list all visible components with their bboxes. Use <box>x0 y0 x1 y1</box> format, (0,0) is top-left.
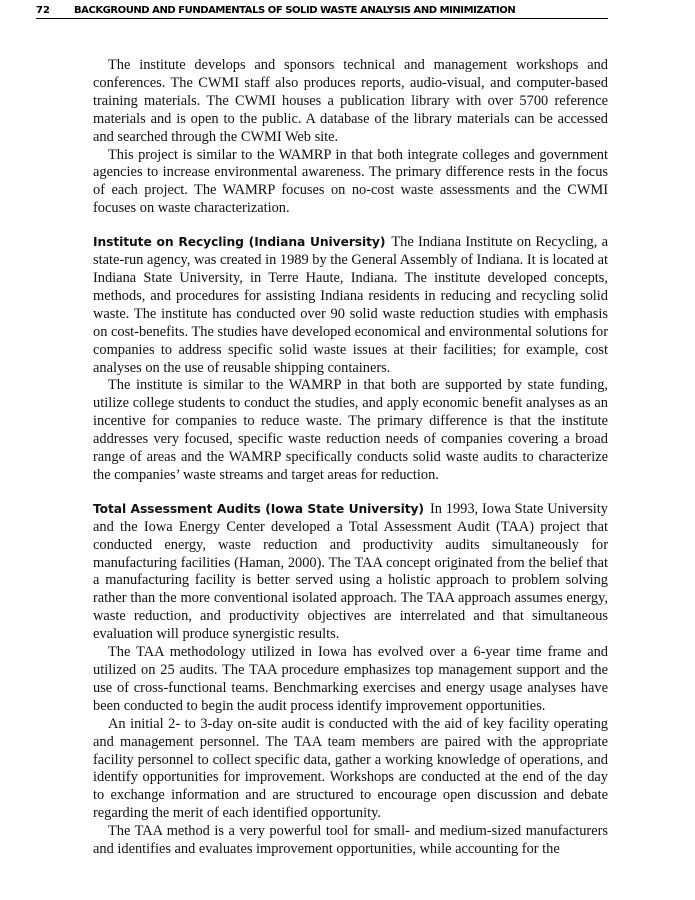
paragraph <box>93 644 608 716</box>
paragraph <box>93 147 608 219</box>
page-number: 72 <box>36 5 50 16</box>
section-heading: Total Assessment Audits (Iowa State University) <box>93 501 424 516</box>
body-text <box>93 57 608 859</box>
paragraph <box>93 716 608 823</box>
paragraph-text: An initial 2- to 3-day on-site audit is conducted with the aid of key facility operating and management personnel. The TAA team members are paired with the appropriate facility personnel to collect specific data, gather a working knowledge of operations, and identify opportunities for improvement. Workshops are conducted at the end of the day to exchange information and are structured to encourage open discussion and debate regarding the merit of each identified opportunity. <box>93 715 608 822</box>
running-title: BACKGROUND AND FUNDAMENTALS OF SOLID WASTE ANALYSIS AND MINIMIZATION <box>74 5 516 16</box>
paragraph <box>93 377 608 484</box>
section-heading: Institute on Recycling (Indiana University) <box>93 235 386 250</box>
running-header <box>36 4 608 19</box>
paragraph <box>93 823 608 859</box>
section-paragraph <box>93 501 608 644</box>
paragraph <box>93 57 608 147</box>
paragraph-text: In 1993, Iowa State University and the Iowa Energy Center developed a Total Assessment Audit (TAA) project that conducted energy, waste reduction and productivity audits simultaneously for manufacturing facilities (Haman, 2000). The TAA concept originated from the belief that a manufacturing facility is better served using a holistic approach to problem solving rather than the more conventional isolated approach. The TAA approach assumes energy, waste reduction, and productivity objectives are interrelated and that simultaneous evaluation will produce synergistic results. <box>93 500 608 643</box>
paragraph-text: The Indiana Institute on Recycling, a state-run agency, was created in 1989 by the General Assembly of Indiana. It is located at Indiana State University, in Terre Haute, Indiana. The institute developed concepts, methods, and procedures for assisting Indiana residents in reducing and recycling solid waste. The institute has conducted over 90 solid waste reduction studies with emphasis on cost-benefits. The studies have developed economical and environmental solutions for companies to address specific solid waste issues at their facilities; for example, cost analyses on the use of reusable shipping containers. <box>93 234 608 376</box>
paragraph-text: The institute is similar to the WAMRP in that both are supported by state funding, utilize college students to conduct the studies, and apply economic benefit analyses as an incentive for companies to reduce waste. The primary difference is that the institute addresses very focused, specific waste reduction needs of companies covering a broad range of areas and the WAMRP specifically conducts solid waste audits to characterize the companies’ waste streams and target areas for reduction. <box>93 377 608 483</box>
section-paragraph <box>93 234 608 377</box>
paragraph-text: The TAA methodology utilized in Iowa has evolved over a 6-year time frame and utilized on 25 audits. The TAA procedure emphasizes top management support and the use of cross-functional teams. Benchmarking exercises and energy usage analyses have been conducted to begin the audit process identify improvement opportunities. <box>93 644 608 714</box>
paragraph-text: The institute develops and sponsors technical and management workshops and conferences. The CWMI staff also produces reports, audio-visual, and computer-based training materials. The CWMI houses a publication library with over 5700 reference materials and is open to the public. A database of the library materials can be accessed and searched through the CWMI Web site. <box>93 57 608 145</box>
paragraph-text: This project is similar to the WAMRP in that both integrate colleges and government agencies to increase environmental awareness. The primary difference rests in the focus of each project. The WAMRP focuses on no-cost waste assessments and the CWMI focuses on waste characterization. <box>93 146 608 217</box>
paragraph-text: The TAA method is a very powerful tool for small- and medium-sized manufacturers and identifies and evaluates improvement opportunities, while accounting for the <box>93 823 608 858</box>
